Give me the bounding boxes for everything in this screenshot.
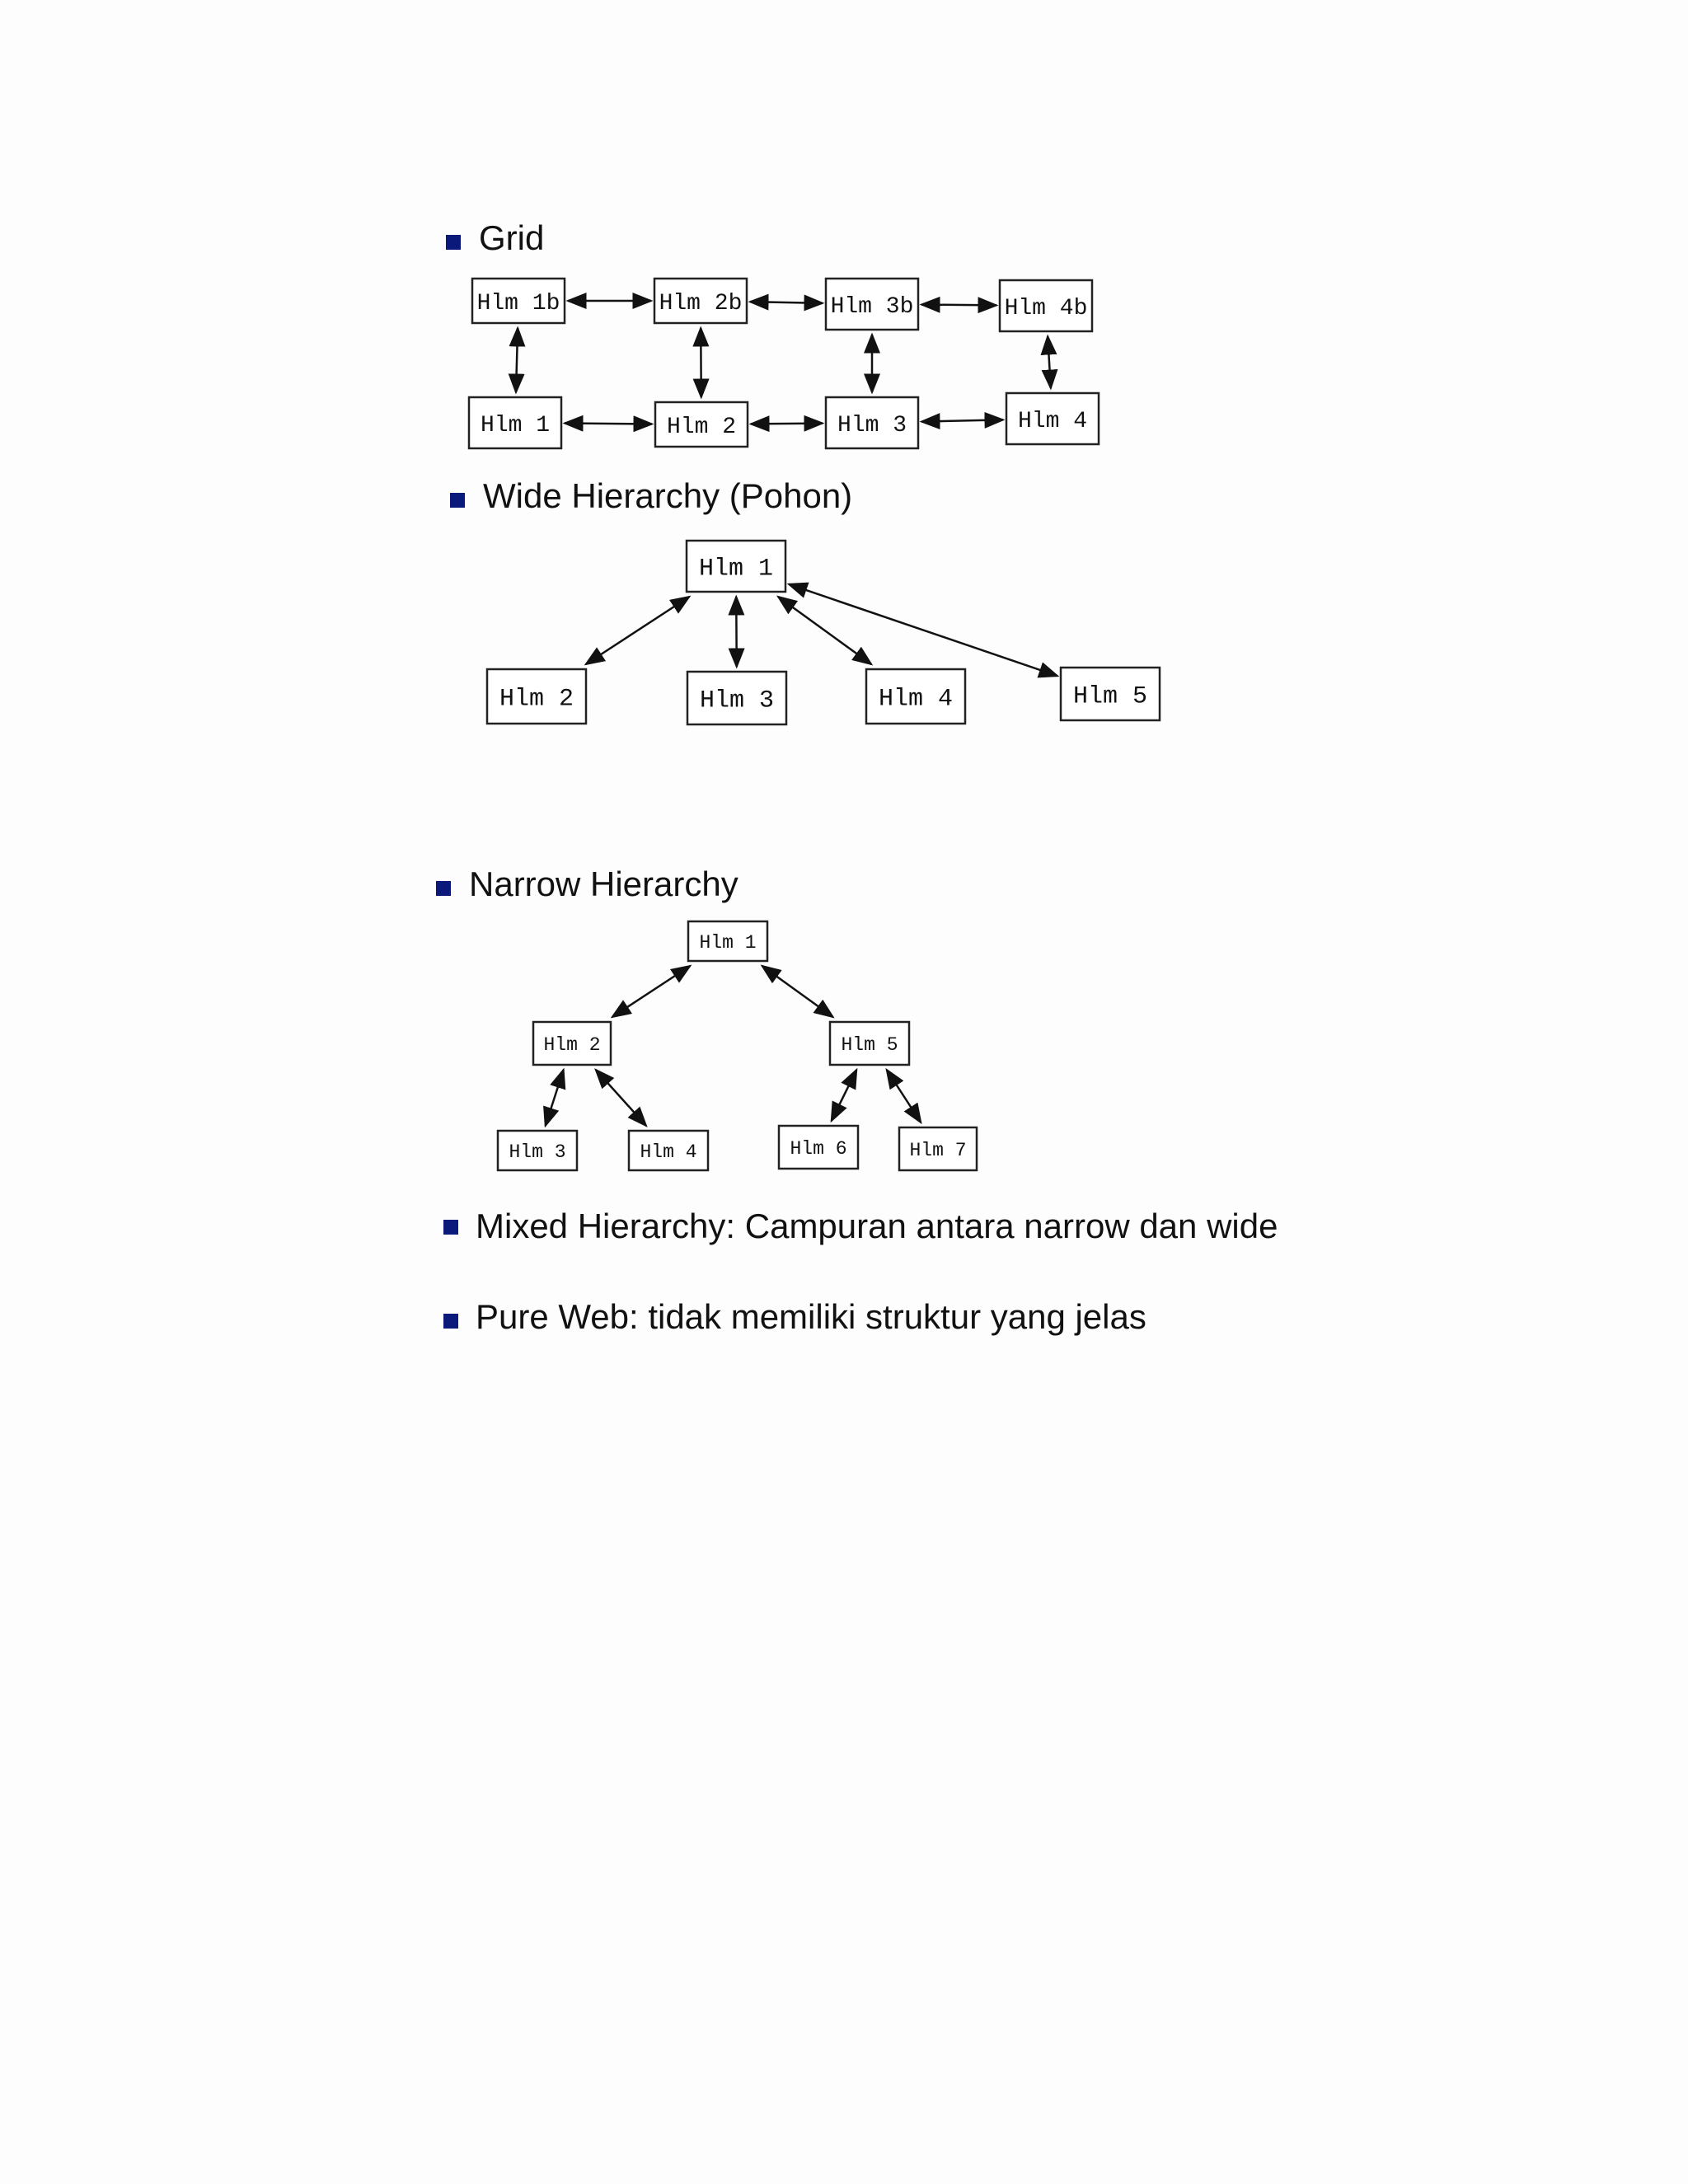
grid-node-label: Hlm 3b — [830, 293, 914, 320]
narrow-node-n5 — [830, 1022, 909, 1065]
grid-node-label: Hlm 2b — [659, 290, 743, 316]
grid-node-label: Hlm 1 — [480, 412, 551, 438]
heading-pure-web: Pure Web: tidak memiliki struktur yang jelas — [476, 1297, 1146, 1336]
wide-node-label: Hlm 3 — [699, 687, 775, 715]
wide-node-w1 — [687, 541, 785, 592]
grid-node-label: Hlm 2 — [666, 414, 737, 440]
grid-node-label: Hlm 1b — [476, 290, 560, 316]
grid-node-label: Hlm 4b — [1004, 295, 1088, 321]
wide-edge-w1-w3 — [736, 597, 737, 667]
grid-node-g3 — [826, 397, 918, 448]
heading-narrow-hierarchy: Narrow Hierarchy — [469, 865, 738, 903]
narrow-node-label: Hlm 6 — [790, 1138, 847, 1160]
wide-node-label: Hlm 5 — [1072, 682, 1148, 711]
narrow-node-label: Hlm 3 — [509, 1141, 566, 1164]
wide-node-w2 — [487, 669, 586, 724]
narrow-node-label: Hlm 7 — [909, 1140, 967, 1162]
wide-node-label: Hlm 4 — [878, 685, 954, 714]
grid-edge-g3b-g4b — [921, 305, 996, 306]
heading-wide-hierarchy: Wide Hierarchy (Pohon) — [483, 476, 853, 515]
narrow-node-label: Hlm 5 — [841, 1034, 898, 1057]
wide-node-w4 — [866, 669, 965, 724]
grid-node-g3b — [826, 279, 918, 330]
wide-node-label: Hlm 2 — [499, 685, 574, 714]
narrow-edge-n1-n5 — [762, 966, 833, 1017]
grid-node-g1b — [472, 279, 565, 323]
narrow-edge-n2-n3 — [546, 1070, 564, 1126]
grid-edge-g4b-g4 — [1048, 336, 1051, 388]
narrow-node-n2 — [533, 1022, 611, 1065]
grid-node-label: Hlm 4 — [1017, 408, 1088, 434]
grid-node-g2b — [654, 279, 747, 323]
narrow-node-label: Hlm 2 — [543, 1034, 601, 1057]
narrow-edge-n1-n2 — [612, 966, 691, 1017]
grid-node-g1 — [469, 397, 561, 448]
wide-node-w5 — [1061, 668, 1160, 720]
narrow-node-n6 — [779, 1126, 858, 1169]
grid-edge-g1b-g1 — [516, 328, 518, 392]
heading-mixed-hierarchy: Mixed Hierarchy: Campuran antara narrow dan wide — [476, 1207, 1278, 1245]
narrow-edge-n2-n4 — [596, 1070, 646, 1126]
narrow-edge-n5-n6 — [832, 1070, 857, 1121]
narrow-node-label: Hlm 1 — [699, 932, 757, 954]
wide-node-label: Hlm 1 — [698, 555, 774, 583]
narrow-node-n7 — [899, 1127, 977, 1170]
narrow-node-label: Hlm 4 — [640, 1141, 697, 1164]
grid-node-g2 — [655, 402, 748, 447]
heading-grid: Grid — [479, 218, 545, 257]
wide-edge-w1-w5 — [789, 584, 1057, 676]
wide-node-w3 — [687, 672, 786, 724]
grid-edge-g3-g4 — [921, 419, 1003, 421]
grid-node-label: Hlm 3 — [837, 412, 907, 438]
grid-node-g4 — [1006, 393, 1099, 444]
wide-edge-w1-w2 — [586, 597, 690, 664]
grid-edge-g2b-g3b — [750, 302, 823, 303]
grid-node-g4b — [1000, 280, 1092, 331]
narrow-node-n3 — [498, 1131, 577, 1170]
narrow-edge-n5-n7 — [887, 1070, 921, 1122]
narrow-node-n1 — [688, 921, 767, 961]
narrow-node-n4 — [629, 1131, 708, 1170]
